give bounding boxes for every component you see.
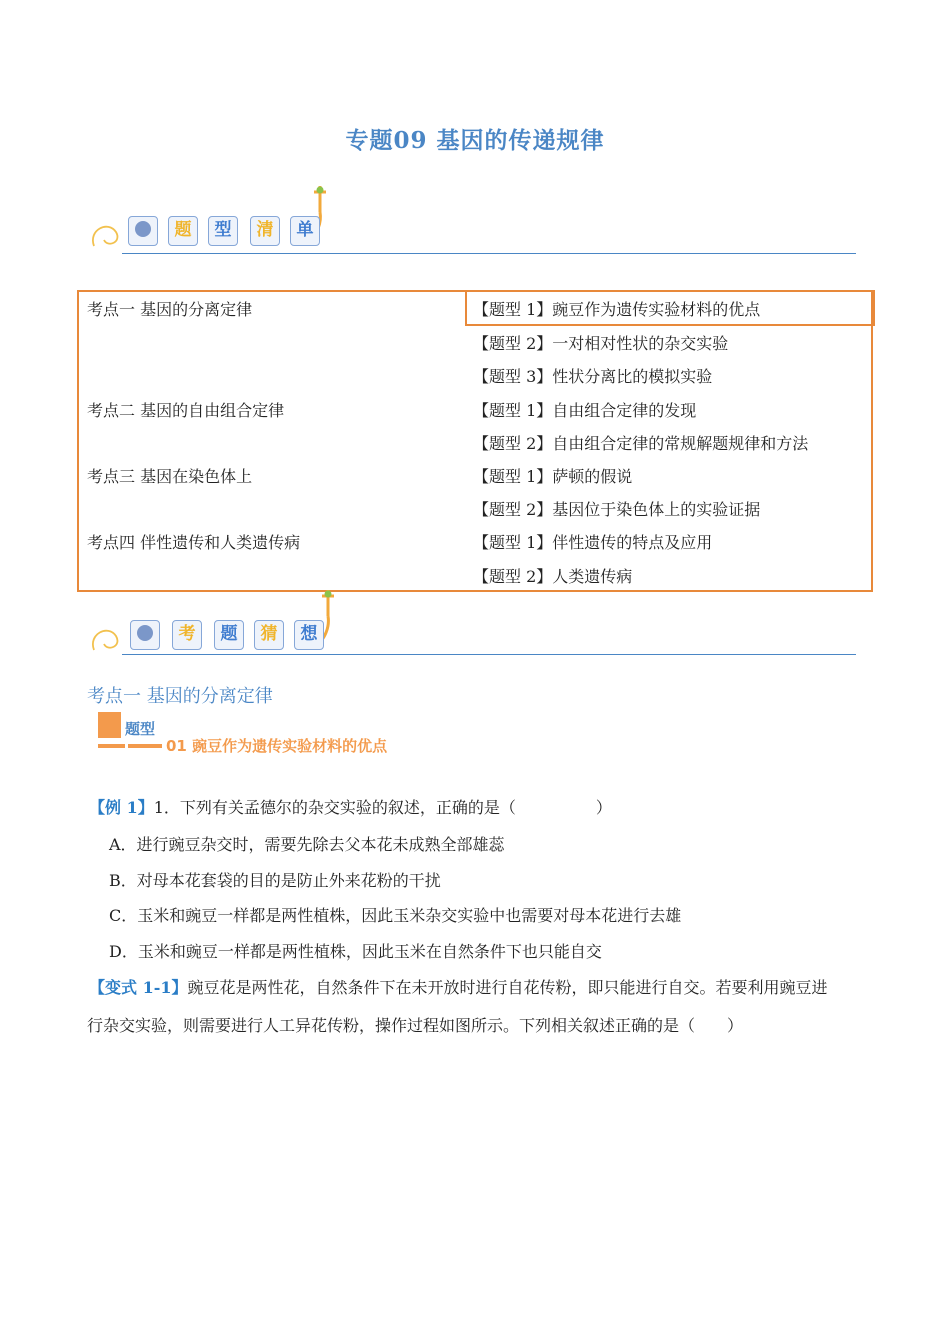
label-bar xyxy=(98,744,125,748)
label-bar xyxy=(128,744,162,748)
section-banner-predictions xyxy=(86,590,866,660)
option-b: B．对母本花套袋的目的是防止外来花粉的干扰 xyxy=(109,871,441,890)
banner-char-3: 猜 xyxy=(254,620,284,650)
banner-char-2: 题 xyxy=(214,620,244,650)
banner-char-3: 清 xyxy=(250,216,280,246)
variant-tag: 【变式 1-1】 xyxy=(89,978,188,997)
example-question xyxy=(89,795,612,818)
banner-dot-icon xyxy=(130,620,160,650)
banner-dot-icon xyxy=(128,216,158,246)
toc-type-5: 【题型 2】自由组合定律的常规解题规律和方法 xyxy=(473,434,809,453)
toc-type-1: 【题型 1】豌豆作为遗传实验材料的优点 xyxy=(473,300,761,319)
toc-type-7: 【题型 2】基因位于染色体上的实验证据 xyxy=(473,500,761,519)
example-tag: 【例 1】 xyxy=(89,798,154,817)
example-text: 1．下列有关孟德尔的杂交实验的叙述，正确的是（ ） xyxy=(153,798,612,817)
banner-char-1: 题 xyxy=(168,216,198,246)
toc-type-8: 【题型 1】伴性遗传的特点及应用 xyxy=(473,533,713,552)
toc-type-4: 【题型 1】自由组合定律的发现 xyxy=(473,401,697,420)
label-word: 题型 xyxy=(125,720,156,738)
option-c: C．玉米和豌豆一样都是两性植株，因此玉米杂交实验中也需要对母本花进行去雄 xyxy=(109,906,682,925)
banner-char-4: 单 xyxy=(290,216,320,246)
banner-underline xyxy=(122,253,856,254)
toc-point-3: 考点三 基因在染色体上 xyxy=(87,467,253,486)
toc-type-2: 【题型 2】一对相对性状的杂交实验 xyxy=(473,334,729,353)
toc-point-2: 考点二 基因的自由组合定律 xyxy=(87,401,285,420)
toc-point-1: 考点一 基因的分离定律 xyxy=(87,300,253,319)
variant-question-line-2: 行杂交实验，则需要进行人工异花传粉，操作过程如图所示。下列相关叙述正确的是（ ） xyxy=(87,1016,744,1035)
banner-underline xyxy=(122,654,856,655)
banner-char-4: 想 xyxy=(294,620,324,650)
banner-char-1: 考 xyxy=(172,620,202,650)
option-a: A．进行豌豆杂交时，需要先除去父本花未成熟全部雄蕊 xyxy=(109,835,505,854)
option-d: D．玉米和豌豆一样都是两性植株，因此玉米在自然条件下也只能自交 xyxy=(109,942,602,961)
toc-type-6: 【题型 1】萨顿的假说 xyxy=(473,467,633,486)
toc-type-9: 【题型 2】人类遗传病 xyxy=(473,567,633,586)
label-square xyxy=(98,712,121,738)
variant-question-line-1 xyxy=(89,975,828,998)
variant-text: 豌豆花是两性花，自然条件下在未开放时进行自花传粉，即只能进行自交。若要利用豌豆进 xyxy=(187,978,828,997)
banner-char-2: 型 xyxy=(208,216,238,246)
page-title: 专题09 基因的传递规律 xyxy=(345,127,605,154)
toc-type-3: 【题型 3】性状分离比的模拟实验 xyxy=(473,367,713,386)
toc-point-4: 考点四 伴性遗传和人类遗传病 xyxy=(87,533,301,552)
question-type-list xyxy=(77,290,873,592)
section-banner-question-types xyxy=(86,186,866,256)
section-heading: 考点一 基因的分离定律 xyxy=(87,686,273,707)
question-type-title: 01 豌豆作为遗传实验材料的优点 xyxy=(166,737,388,755)
